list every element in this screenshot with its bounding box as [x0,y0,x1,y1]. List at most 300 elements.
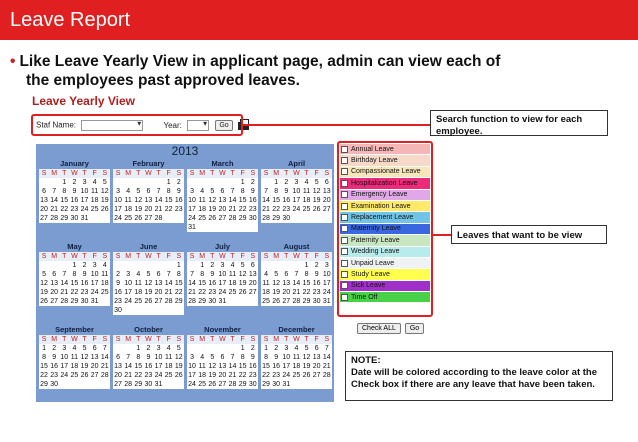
day-cell: 30 [80,298,89,305]
empty-day [187,344,197,353]
bullet-text [10,52,610,90]
leave-label: Emergency Leave [351,191,408,199]
day-cell: 25 [198,381,207,388]
day-cell: 11 [70,354,79,361]
weekday-header: S [322,169,332,178]
day-cell: 8 [42,354,47,361]
day-cell: 2 [72,179,77,186]
month-grid [39,335,110,389]
day-cell: 1 [166,179,171,186]
empty-day [59,261,69,270]
day-cell: 1 [136,345,141,352]
day-cell: 29 [174,298,183,305]
month-april [261,159,332,223]
day-cell: 24 [218,289,227,296]
day-cell: 11 [165,354,173,361]
month-march [187,159,258,232]
day-cell: 13 [50,280,59,287]
day-cell: 22 [198,289,207,296]
weekday-header: T [154,252,164,261]
day-cell: 3 [324,262,329,269]
weekday-header: T [228,169,238,178]
day-cell: 5 [304,345,309,352]
weekday-header: W [219,253,226,260]
weekday-header: S [261,335,271,344]
day-cell: 20 [154,289,163,296]
day-cell: 16 [50,363,59,370]
day-cell: 13 [40,197,48,204]
day-cell: 17 [292,197,301,204]
weekday-header: W [71,253,78,260]
day-cell: 14 [164,280,173,287]
day-cell: 2 [52,345,57,352]
day-cell: 14 [292,280,301,287]
weekday-header: T [59,335,69,344]
day-cell: 12 [238,271,247,278]
day-cell: 21 [188,289,196,296]
day-cell: 7 [156,188,161,195]
day-cell: 22 [70,289,79,296]
day-cell: 30 [114,307,122,314]
weekday-header: M [197,169,207,178]
weekday-header: S [187,335,197,344]
day-cell: 14 [50,197,59,204]
day-cell: 31 [322,298,331,305]
day-cell: 27 [218,381,227,388]
day-cell: 8 [166,188,171,195]
day-cell: 19 [144,289,153,296]
day-cell: 20 [218,372,227,379]
month-august [261,242,332,306]
day-cell: 30 [144,381,153,388]
day-cell: 20 [40,206,48,213]
empty-day [143,261,153,270]
day-cell: 6 [116,354,121,361]
weekday-header: T [302,169,312,178]
weekday-header: F [312,252,322,261]
empty-day [228,178,238,187]
day-cell: 25 [292,372,301,379]
day-cell: 15 [70,280,79,287]
day-cell: 8 [72,271,77,278]
day-cell: 8 [274,188,279,195]
day-cell: 12 [100,188,109,195]
day-cell: 8 [200,271,205,278]
day-cell: 19 [208,206,217,213]
day-cell: 2 [250,179,255,186]
month-grid [113,335,184,389]
day-cell: 17 [322,280,331,287]
day-cell: 12 [272,280,281,287]
month-name: August [261,242,332,252]
day-cell: 1 [200,262,205,269]
weekday-header: M [271,335,281,344]
day-cell: 2 [176,179,181,186]
month-name: December [261,325,332,335]
day-cell: 7 [102,345,107,352]
day-cell: 16 [248,363,257,370]
day-cell: 4 [264,271,269,278]
day-cell: 21 [164,289,173,296]
weekday-header: F [238,252,248,261]
day-cell: 31 [218,298,227,305]
day-cell: 4 [102,262,107,269]
weekday-header: S [100,169,110,178]
day-cell: 23 [248,372,257,379]
day-cell: 22 [302,289,311,296]
day-cell: 18 [302,197,311,204]
month-name: June [113,242,184,252]
day-cell: 3 [294,179,299,186]
empty-day [143,178,153,187]
day-cell: 27 [312,372,321,379]
day-cell: 19 [80,363,89,370]
empty-day [197,178,207,187]
day-cell: 6 [52,271,57,278]
day-cell: 28 [322,372,331,379]
weekday-header: W [293,253,300,260]
day-cell: 10 [292,188,301,195]
day-cell: 6 [250,262,255,269]
day-cell: 2 [274,345,279,352]
day-cell: 19 [208,372,217,379]
day-cell: 1 [42,345,47,352]
day-cell: 23 [248,206,257,213]
day-cell: 10 [80,188,89,195]
weekday-header: M [49,169,59,178]
day-cell: 21 [228,206,237,213]
note-title: NOTE: [351,355,381,366]
day-cell: 23 [282,206,291,213]
weekday-header: T [80,169,90,178]
empty-day [133,178,143,187]
weekday-header: T [228,335,238,344]
month-name: November [187,325,258,335]
month-name: October [113,325,184,335]
day-cell: 7 [230,354,235,361]
day-cell: 23 [272,372,281,379]
day-cell: 9 [176,188,181,195]
day-cell: 26 [238,289,247,296]
day-cell: 13 [218,363,227,370]
weekday-header: F [164,169,174,178]
weekday-header: S [100,252,110,261]
day-cell: 2 [284,179,289,186]
leave-label: Compassionate Leave [351,168,421,176]
day-cell: 30 [70,215,79,222]
day-cell: 10 [90,271,99,278]
day-cell: 4 [200,188,205,195]
day-cell: 27 [50,298,59,305]
day-cell: 10 [114,197,122,204]
day-cell: 22 [174,289,183,296]
day-cell: 4 [166,345,171,352]
day-cell: 5 [314,179,319,186]
weekday-header: F [312,169,322,178]
day-cell: 29 [272,215,281,222]
month-grid [187,252,258,306]
day-cell: 1 [176,262,181,269]
day-cell: 9 [116,280,121,287]
bullet-icon: • [10,53,16,70]
day-cell: 6 [284,271,289,278]
day-cell: 13 [312,354,321,361]
day-cell: 15 [302,280,311,287]
weekday-header: T [207,252,217,261]
slide-title-bar [0,0,638,40]
day-cell: 18 [90,197,99,204]
day-cell: 29 [238,381,247,388]
day-cell: 12 [302,354,311,361]
empty-day [197,344,207,353]
month-september [39,325,110,389]
month-grid [261,169,332,223]
day-cell: 26 [40,298,48,305]
day-cell: 3 [190,354,195,361]
day-cell: 16 [144,363,153,370]
day-cell: 28 [100,372,109,379]
day-cell: 20 [248,280,257,287]
day-cell: 13 [144,197,153,204]
empty-day [207,344,217,353]
weekday-header: T [302,252,312,261]
day-cell: 10 [154,354,163,361]
weekday-header: M [123,335,133,344]
empty-day [207,178,217,187]
legend-go-button[interactable]: Go [405,323,424,334]
day-cell: 29 [262,381,270,388]
day-cell: 9 [314,271,319,278]
day-cell: 8 [240,354,245,361]
weekday-header: S [39,169,49,178]
leave-label: Maternity Leave [351,225,401,233]
weekday-header: W [293,336,300,343]
day-cell: 17 [60,363,69,370]
month-grid [39,169,110,223]
day-cell: 27 [248,289,257,296]
day-cell: 3 [116,188,121,195]
weekday-header: T [281,252,291,261]
empty-day [271,261,281,270]
weekday-header: M [197,335,207,344]
day-cell: 25 [100,289,109,296]
day-cell: 5 [102,179,107,186]
day-cell: 11 [198,197,206,204]
day-cell: 10 [322,271,331,278]
day-cell: 8 [240,188,245,195]
weekday-header: F [238,169,248,178]
day-cell: 8 [136,354,141,361]
day-cell: 22 [40,372,48,379]
day-cell: 28 [228,381,237,388]
day-cell: 16 [312,280,321,287]
weekday-header: F [90,169,100,178]
day-cell: 9 [284,188,289,195]
day-cell: 29 [60,215,69,222]
day-cell: 21 [154,206,163,213]
day-cell: 16 [272,363,281,370]
empty-day [133,261,143,270]
day-cell: 7 [294,271,299,278]
day-cell: 16 [114,289,122,296]
day-cell: 28 [60,298,69,305]
month-name: January [39,159,110,169]
empty-day [123,178,133,187]
day-cell: 24 [114,215,122,222]
day-cell: 16 [248,197,257,204]
weekday-header: S [113,335,123,344]
bullet-line-1: Like Leave Yearly View in applicant page, admin can view each of [19,53,501,70]
day-cell: 9 [52,354,57,361]
month-name: May [39,242,110,252]
staff-name-label: Staf Name: [36,120,77,130]
day-cell: 5 [210,188,215,195]
day-cell: 5 [42,271,47,278]
day-cell: 1 [304,262,309,269]
day-cell: 21 [50,206,59,213]
day-cell: 20 [114,372,122,379]
day-cell: 3 [284,345,289,352]
day-cell: 17 [114,206,122,213]
day-cell: 16 [282,197,291,204]
slide-title: Leave Report [10,9,131,31]
day-cell: 21 [322,363,331,370]
day-cell: 24 [188,381,196,388]
weekday-header: W [145,170,152,177]
weekday-header: S [248,335,258,344]
empty-day [291,261,301,270]
day-cell: 21 [100,363,109,370]
day-cell: 30 [282,215,291,222]
empty-day [123,344,133,353]
day-cell: 24 [282,372,291,379]
day-cell: 3 [190,188,195,195]
search-connector [243,124,430,126]
day-cell: 7 [126,354,131,361]
day-cell: 13 [282,280,291,287]
day-cell: 27 [218,215,227,222]
weekday-header: M [123,169,133,178]
day-cell: 10 [218,271,227,278]
day-cell: 7 [264,188,269,195]
day-cell: 3 [92,262,97,269]
day-cell: 12 [208,363,217,370]
day-cell: 26 [302,372,311,379]
weekday-header: S [248,169,258,178]
day-cell: 28 [262,215,270,222]
day-cell: 22 [60,206,69,213]
day-cell: 13 [218,197,227,204]
day-cell: 17 [282,363,291,370]
day-cell: 5 [176,345,181,352]
empty-day [113,261,123,270]
weekday-header: F [164,252,174,261]
day-cell: 3 [220,262,225,269]
day-cell: 20 [322,197,331,204]
day-cell: 25 [198,215,207,222]
day-cell: 17 [154,363,163,370]
day-cell: 5 [274,271,279,278]
leave-label: Unpaid Leave [351,259,395,267]
day-cell: 20 [312,363,321,370]
day-cell: 25 [262,298,270,305]
month-name: April [261,159,332,169]
weekday-header: T [207,335,217,344]
day-cell: 5 [146,271,151,278]
day-cell: 4 [92,179,97,186]
weekday-header: F [90,335,100,344]
day-cell: 16 [80,280,89,287]
day-cell: 5 [82,345,87,352]
day-cell: 19 [134,206,143,213]
day-cell: 18 [292,363,301,370]
day-cell: 26 [134,215,143,222]
day-cell: 26 [208,381,217,388]
day-cell: 2 [116,271,121,278]
day-cell: 8 [304,271,309,278]
day-cell: 21 [228,372,237,379]
weekday-header: F [312,335,322,344]
day-cell: 27 [144,215,153,222]
weekday-header: M [271,169,281,178]
legend-buttons [357,323,424,334]
day-cell: 22 [134,372,143,379]
day-cell: 5 [240,262,245,269]
day-cell: 4 [126,188,131,195]
day-cell: 30 [248,381,257,388]
day-cell: 16 [174,197,183,204]
day-cell: 24 [90,289,99,296]
day-cell: 17 [188,206,196,213]
weekday-header: T [281,335,291,344]
month-may [39,242,110,306]
empty-day [154,261,164,270]
day-cell: 15 [174,280,183,287]
day-cell: 14 [154,197,163,204]
day-cell: 13 [154,280,163,287]
weekday-header: T [59,169,69,178]
day-cell: 24 [322,289,331,296]
leaves-callout: Leaves that want to be view [451,225,607,244]
empty-day [187,178,197,187]
month-name: September [39,325,110,335]
day-cell: 23 [50,372,59,379]
day-cell: 2 [82,262,87,269]
day-cell: 30 [312,298,321,305]
empty-day [39,178,49,187]
day-cell: 3 [126,271,131,278]
check-all-button[interactable]: Check ALL [357,323,401,334]
weekday-header: S [39,252,49,261]
day-cell: 10 [188,197,196,204]
day-cell: 12 [80,354,89,361]
weekday-header: T [228,252,238,261]
day-cell: 15 [40,363,48,370]
month-name: March [187,159,258,169]
empty-day [164,261,174,270]
day-cell: 10 [282,354,291,361]
day-cell: 27 [322,206,331,213]
weekday-header: T [302,335,312,344]
weekday-header: F [90,252,100,261]
month-october [113,325,184,389]
day-cell: 21 [292,289,301,296]
calendar-year: 2013 [171,144,199,158]
day-cell: 14 [228,197,237,204]
go-button[interactable]: Go [215,120,232,131]
month-january [39,159,110,223]
day-cell: 12 [312,188,321,195]
